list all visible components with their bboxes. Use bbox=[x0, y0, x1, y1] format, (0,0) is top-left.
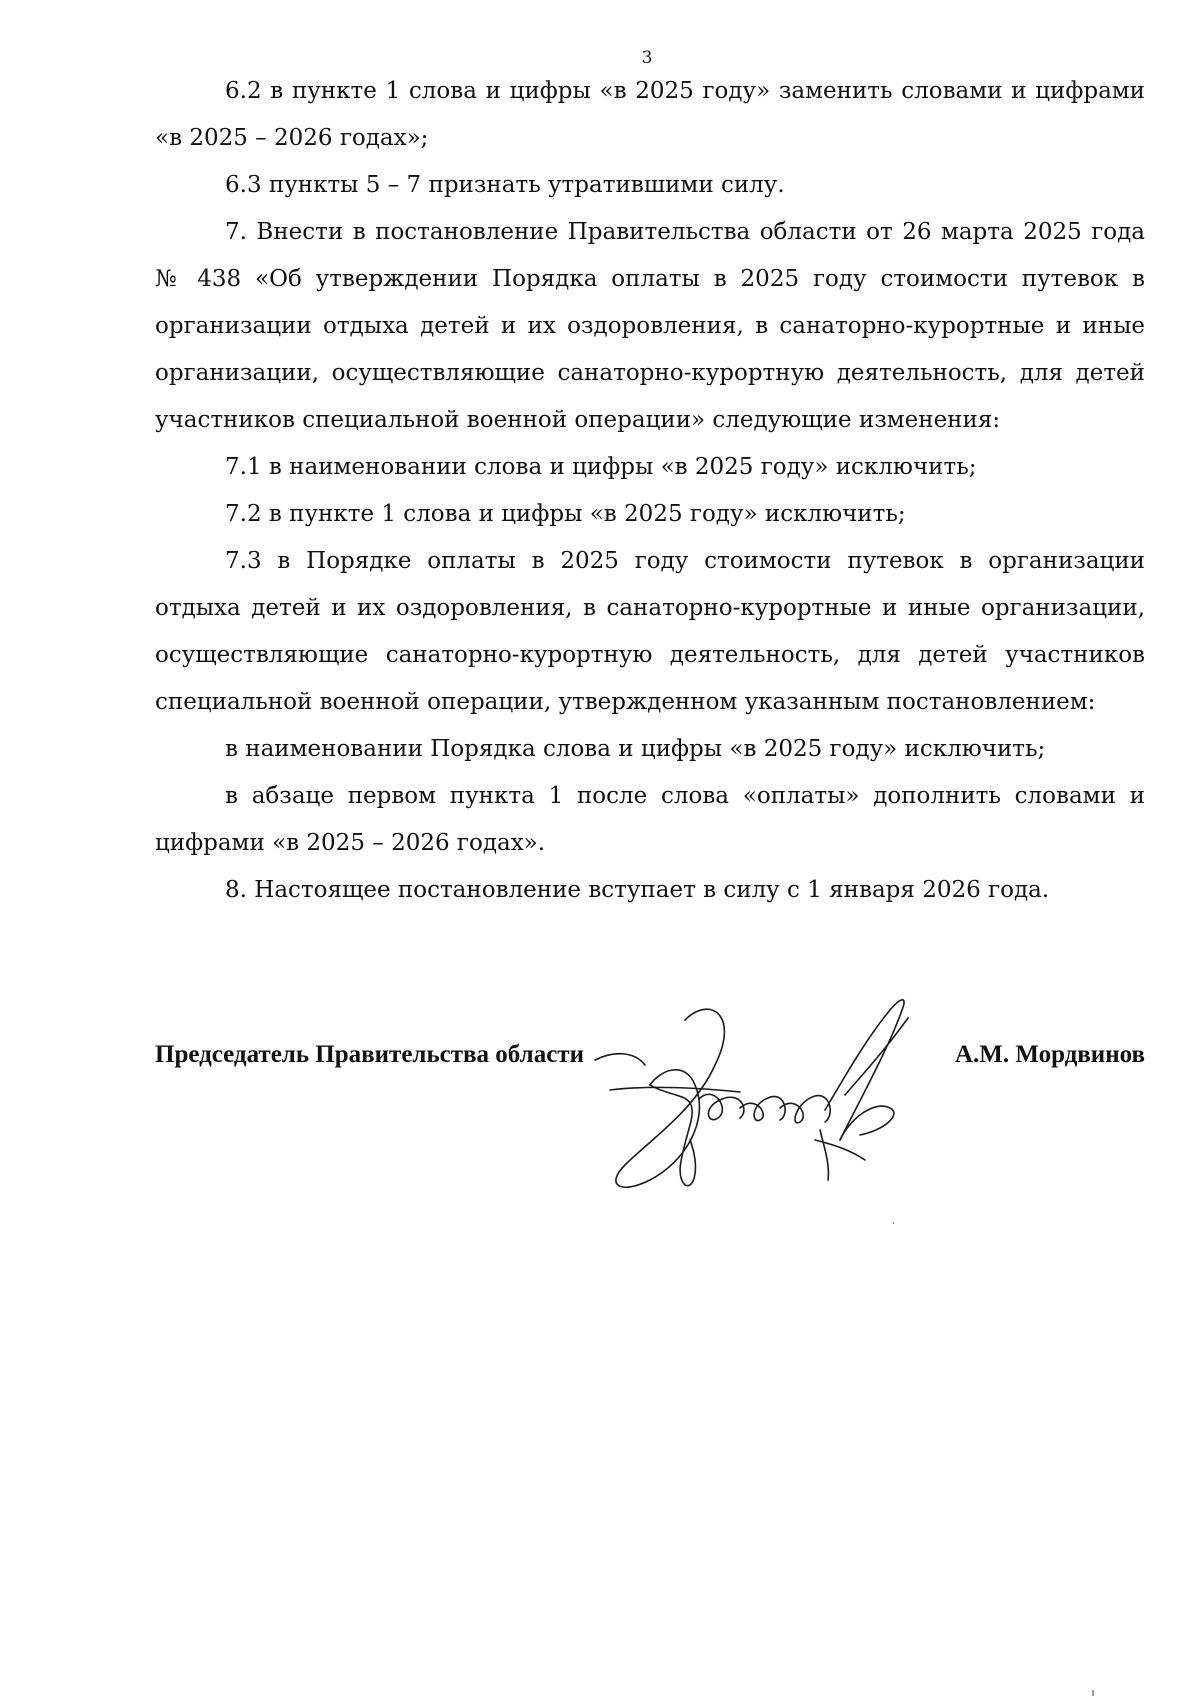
page-number: 3 bbox=[641, 48, 653, 68]
paragraph-7-2: 7.2 в пункте 1 слова и цифры «в 2025 году» исключить; bbox=[225, 501, 906, 527]
paragraph-8: 8. Настоящее постановление вступает в силу с 1 января 2026 года. bbox=[225, 877, 1050, 903]
paragraph-7: 7. Внести в постановление Правительства области от 26 марта 2025 года № 438 «Об утверждении Порядка оплаты в 2025 году стоимости путевок в организации отдыха детей и их оздоровления, в санаторно-курортные и иные организации, осуществляющие санаторно-курортную деятельность, для детей участников специальной военной операции» следующие изменения: bbox=[155, 219, 1145, 433]
signatory-name: А.М. Мордвинов bbox=[954, 1041, 1145, 1068]
paragraph-6-2: 6.2 в пункте 1 слова и цифры «в 2025 году» заменить словами и цифрами «в 2025 – 2026 годах»; bbox=[155, 78, 1145, 151]
scan-speck bbox=[893, 1222, 894, 1224]
paragraph-7-3-title-change: в наименовании Порядка слова и цифры «в 2025 году» исключить; bbox=[225, 736, 1046, 762]
scan-speck bbox=[1092, 1690, 1094, 1696]
paragraph-7-3-clause-change: в абзаце первом пункта 1 после слова «оплаты» дополнить словами и цифрами «в 2025 – 2026 годах». bbox=[155, 783, 1145, 856]
handwritten-signature bbox=[590, 990, 940, 1195]
document-body bbox=[155, 68, 1145, 914]
signatory-title: Председатель Правительства области bbox=[155, 1041, 584, 1068]
paragraph-7-3: 7.3 в Порядке оплаты в 2025 году стоимости путевок в организации отдыха детей и их оздоровления, в санаторно-курортные и иные организации, осуществляющие санаторно-курортную деятельность, для детей участников специальной военной операции, утвержденном указанным постановлением: bbox=[155, 548, 1145, 715]
paragraph-6-3: 6.3 пункты 5 – 7 признать утратившими силу. bbox=[225, 172, 785, 198]
paragraph-7-1: 7.1 в наименовании слова и цифры «в 2025 году» исключить; bbox=[225, 454, 977, 480]
